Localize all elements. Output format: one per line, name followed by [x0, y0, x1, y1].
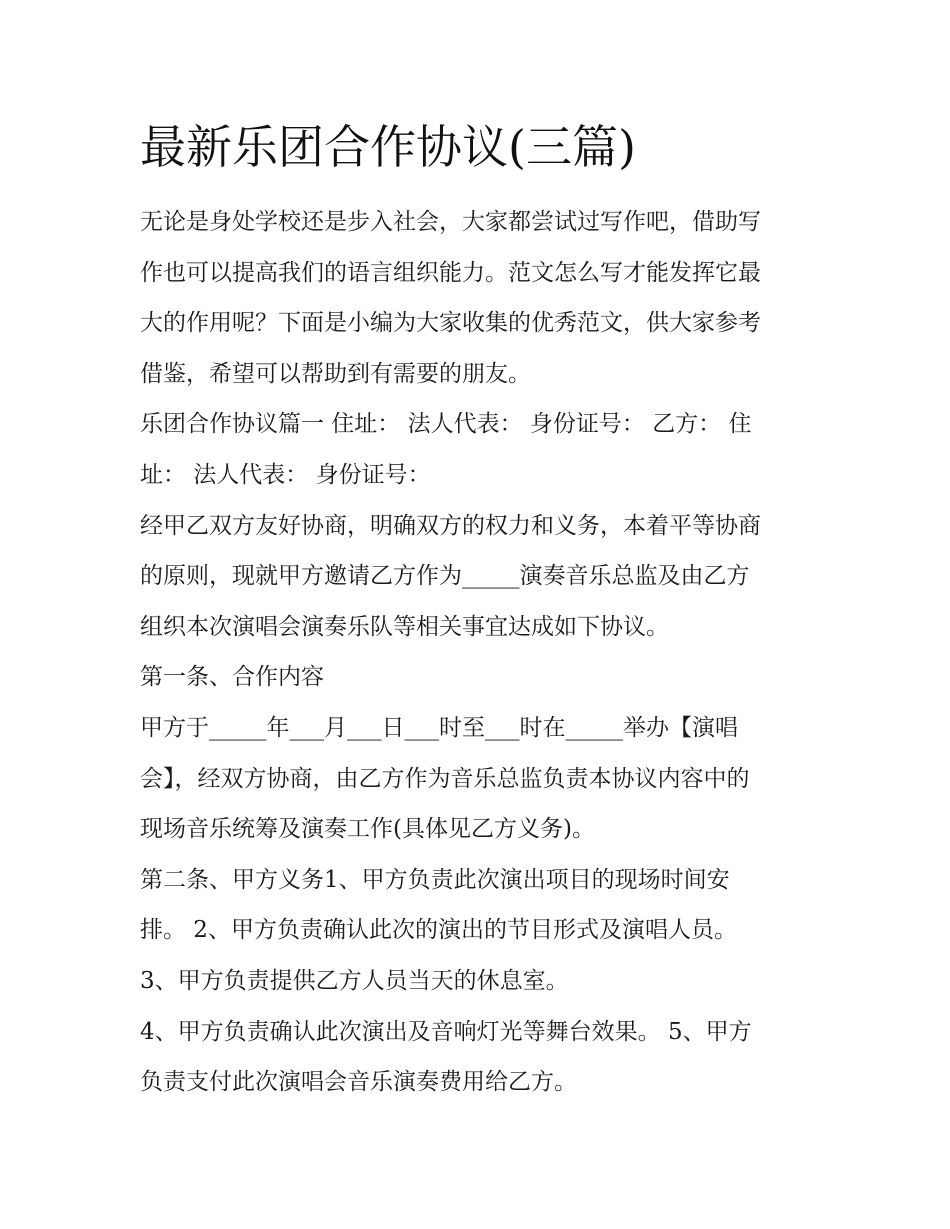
document-title: 最新乐团合作协议(三篇): [140, 120, 636, 174]
body-line: 组织本次演唱会演奏乐队等相关事宜达成如下协议。: [140, 613, 669, 640]
body-line: 无论是身处学校还是步入社会，大家都尝试过写作吧，借助写: [140, 209, 761, 235]
body-line: 会】，经双方协商，由乙方作为音乐总监负责本协议内容中的: [140, 765, 750, 792]
body-line: 3、甲方负责提供乙方人员当天的休息室。: [140, 967, 569, 994]
body-line: 负责支付此次演唱会音乐演奏费用给乙方。: [140, 1069, 577, 1096]
body-line: 作也可以提高我们的语言组织能力。范文怎么写才能发挥它最: [140, 259, 761, 286]
body-line: 的原则，现就甲方邀请乙方作为_____演奏音乐总监及由乙方: [140, 563, 750, 590]
body-line: 大的作用呢？下面是小编为大家收集的优秀范文，供大家参考: [140, 310, 761, 337]
body-line: 经甲乙双方友好协商，明确双方的权力和义务，本着平等协商: [140, 512, 761, 539]
body-line: 址： 法人代表： 身份证号：: [140, 461, 431, 488]
body-line: 第二条、甲方义务1、甲方负责此次演出项目的现场时间安: [140, 866, 730, 893]
body-line: 排。 2、甲方负责确认此次的演出的节目形式及演唱人员。: [140, 917, 737, 944]
section-heading: 第一条、合作内容: [140, 664, 324, 691]
body-line: 现场音乐统筹及演奏工作(具体见乙方义务)。: [140, 816, 595, 843]
body-line: 乐团合作协议篇一 住址： 法人代表： 身份证号： 乙方： 住: [140, 411, 752, 438]
body-line: 甲方于_____年___月___日___时至___时在_____举办【演唱: [140, 714, 738, 741]
body-line: 4、甲方负责确认此次演出及音响灯光等舞台效果。 5、甲方: [140, 1018, 752, 1045]
document-body: [140, 197, 820, 1108]
body-line: 借鉴，希望可以帮助到有需要的朋友。: [140, 360, 531, 387]
